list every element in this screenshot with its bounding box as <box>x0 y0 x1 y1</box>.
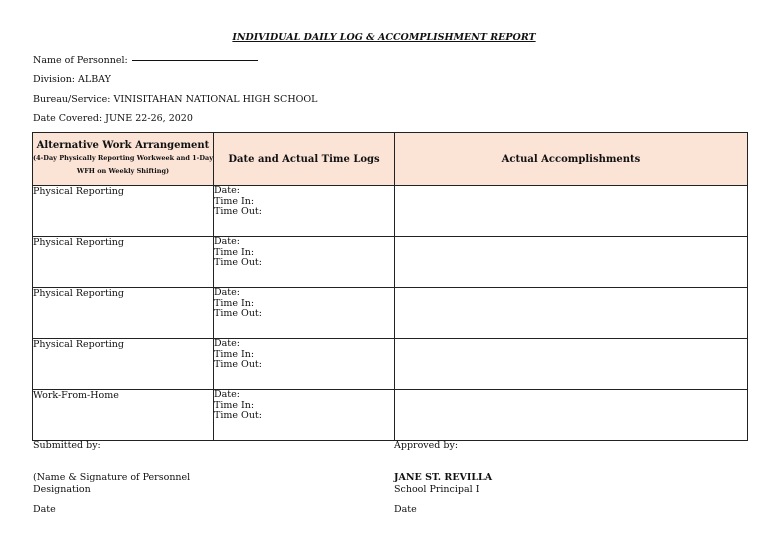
personnel-name-line <box>33 55 258 66</box>
log-table <box>32 132 748 441</box>
approved-by-label: Approved by: <box>394 440 459 451</box>
table-row <box>33 237 748 288</box>
accomplishments-cell[interactable] <box>395 186 748 237</box>
table-row <box>33 186 748 237</box>
bureau-text: Bureau/Service: VINISITAHAN NATIONAL HIGH SCHOOL <box>33 94 318 105</box>
approver-title: School Principal I <box>394 484 480 495</box>
time-log-cell[interactable] <box>214 237 395 288</box>
date-label: Date: <box>214 389 240 400</box>
arrangement-cell: Work-From-Home <box>33 390 214 441</box>
time-out-label: Time Out: <box>214 410 262 421</box>
date-label: Date: <box>214 236 240 247</box>
accomplishments-cell[interactable] <box>395 339 748 390</box>
date-label: Date: <box>214 338 240 349</box>
personnel-designation-label: Designation <box>33 484 91 495</box>
date-label: Date: <box>214 185 240 196</box>
table-row <box>33 390 748 441</box>
accomplishments-cell[interactable] <box>395 288 748 339</box>
column-header-arrangement-title: Alternative Work Arrangement <box>36 140 210 151</box>
time-in-label: Time In: <box>214 348 255 360</box>
personnel-date-label: Date <box>33 504 56 515</box>
report-title: INDIVIDUAL DAILY LOG & ACCOMPLISHMENT REPORT <box>232 32 536 43</box>
accomplishments-cell[interactable] <box>395 237 748 288</box>
table-row <box>33 288 748 339</box>
time-log-cell[interactable] <box>214 339 395 390</box>
arrangement-cell: Physical Reporting <box>33 288 214 339</box>
accomplishments-cell[interactable] <box>395 390 748 441</box>
time-out-label: Time Out: <box>214 308 262 319</box>
time-log-cell[interactable] <box>214 186 395 237</box>
arrangement-cell: Physical Reporting <box>33 186 214 237</box>
column-header-arrangement-note: (4-Day Physically Reporting Workweek and 1-Day WFH on Weekly Shifting) <box>33 154 213 175</box>
arrangement-cell: Physical Reporting <box>33 339 214 390</box>
time-out-label: Time Out: <box>214 359 262 370</box>
submitted-by-label: Submitted by: <box>33 440 101 451</box>
date-label: Date: <box>214 287 240 298</box>
table-row <box>33 339 748 390</box>
column-header-accomplishments: Actual Accomplishments <box>395 133 748 186</box>
personnel-signature-label: (Name & Signature of Personnel <box>33 472 191 483</box>
division-text: Division: ALBAY <box>33 74 111 85</box>
time-log-cell[interactable] <box>214 288 395 339</box>
time-in-label: Time In: <box>214 195 255 207</box>
time-out-label: Time Out: <box>214 206 262 217</box>
table-header-row <box>33 133 748 186</box>
arrangement-cell: Physical Reporting <box>33 237 214 288</box>
column-header-arrangement <box>33 133 214 186</box>
time-out-label: Time Out: <box>214 257 262 268</box>
personnel-name-blank <box>132 60 258 61</box>
date-covered-text: Date Covered: JUNE 22-26, 2020 <box>33 113 193 124</box>
time-in-label: Time In: <box>214 399 255 411</box>
time-log-cell[interactable] <box>214 390 395 441</box>
column-header-time-logs: Date and Actual Time Logs <box>214 133 395 186</box>
time-in-label: Time In: <box>214 246 255 258</box>
personnel-name-label: Name of Personnel: <box>33 55 128 66</box>
approver-name: JANE ST. REVILLA <box>394 472 493 483</box>
time-in-label: Time In: <box>214 297 255 309</box>
approver-date-label: Date <box>394 504 417 515</box>
